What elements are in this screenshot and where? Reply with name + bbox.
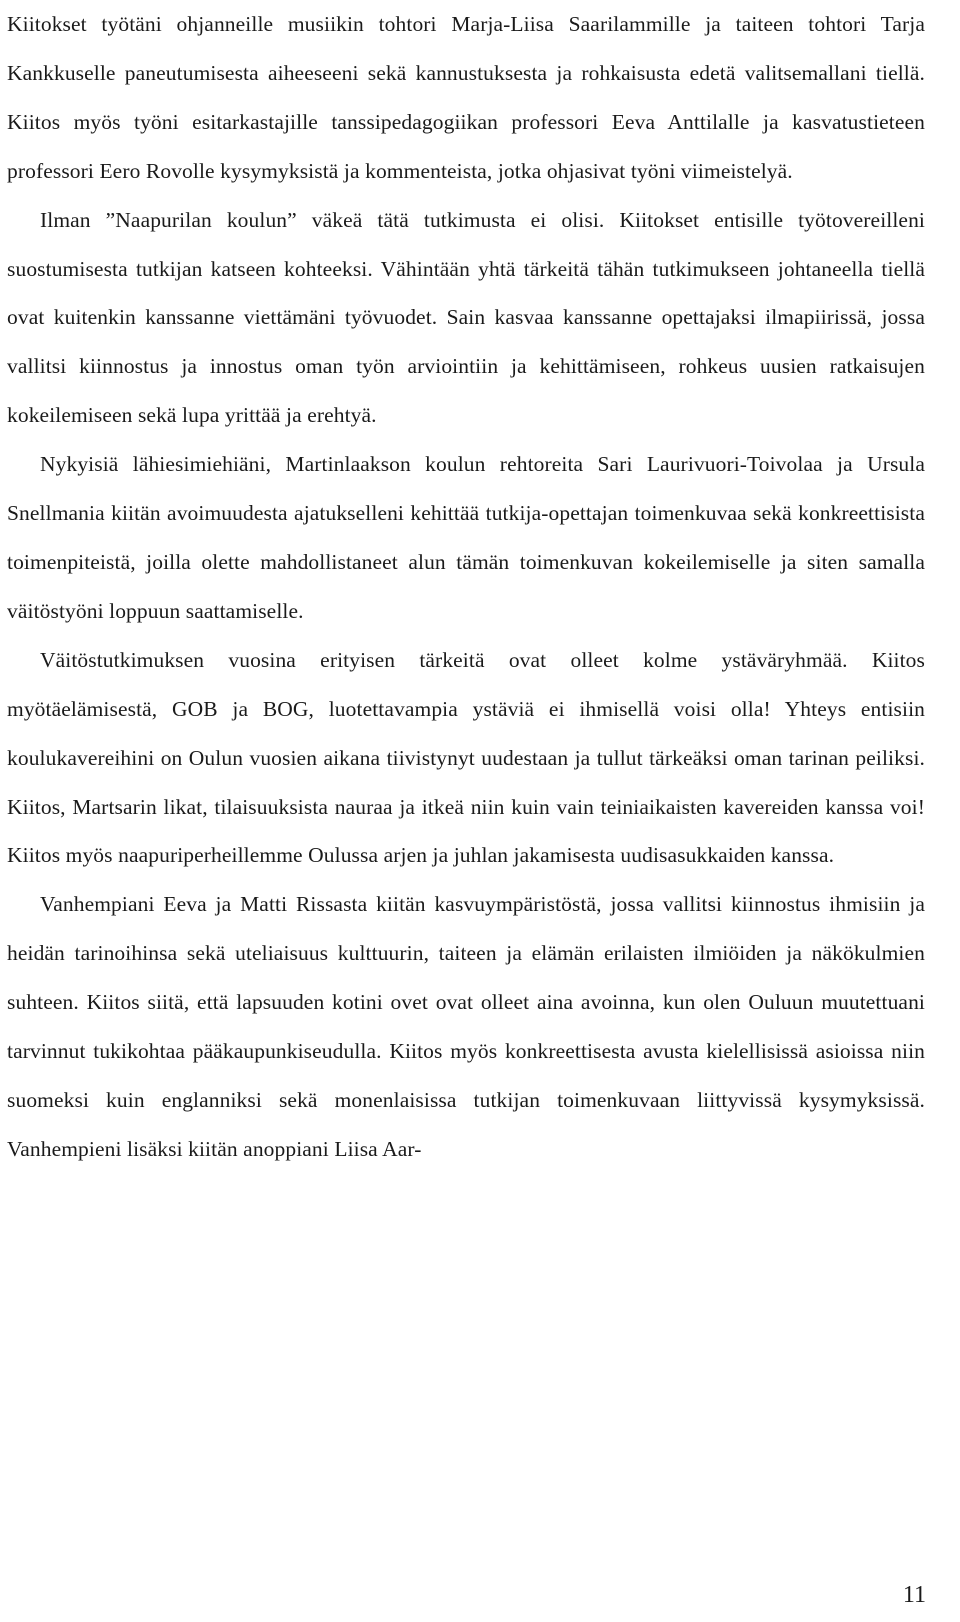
document-page: [7, 0, 925, 1174]
paragraph-school-colleagues: Ilman ”Naapurilan koulun” väkeä tätä tutkimusta ei olisi. Kiitokset entisille työtovereilleni suostumisesta tutkijan katseen kohteeksi. Vähintään yhtä tärkeitä tähän tutkimukseen johtaneella tiellä ovat kuitenkin kanssanne viettämäni työvuodet. Sain kasvaa kanssanne opettajaksi ilmapiirissä, jossa vallitsi kiinnostus ja innostus oman työn arviointiin ja kehittämiseen, rohkeus uusien ratkaisujen kokeilemiseen sekä lupa yrittää ja erehtyä.: [7, 207, 925, 428]
paragraph-supervisors: Kiitokset työtäni ohjanneille musiikin tohtori Marja-Liisa Saarilammille ja taiteen tohtori Tarja Kankkuselle paneutumisesta aiheeseeni sekä kannustuksesta ja rohkaisusta edetä valitsemallani tiellä. Kiitos myös työni esitarkastajille tanssipedagogiikan professori Eeva Anttilalle ja kasvatustieteen professori Eero Rovolle kysymyksistä ja kommenteista, jotka ohjasivat työni viimeistelyä.: [7, 12, 925, 183]
paragraph-friends: Väitöstutkimuksen vuosina erityisen tärkeitä ovat olleet kolme ystäväryhmää. Kiitos myötäelämisestä, GOB ja BOG, luotettavampia ystäviä ei ihmisellä voisi olla! Yhteys entisiin koulukavereihini on Oulun vuosien aikana tiivistynyt uudestaan ja tullut tärkeäksi oman tarinan peiliksi. Kiitos, Martsarin likat, tilaisuuksista nauraa ja itkeä niin kuin vain teiniaikaisten kavereiden kanssa voi! Kiitos myös naapuriperheillemme Oulussa arjen ja juhlan jakamisesta uudisasukkaiden kanssa.: [7, 647, 925, 868]
page-number: 11: [902, 1582, 926, 1608]
paragraph-parents: Vanhempiani Eeva ja Matti Rissasta kiitän kasvuympäristöstä, jossa vallitsi kiinnostus ihmisiin ja heidän tarinoihinsa sekä uteliaisuus kulttuurin, taiteen ja elämän erilaisten ilmiöiden ja näkökulmien suhteen. Kiitos siitä, että lapsuuden kotini ovet ovat olleet aina avoinna, kun olen Ouluun muutettuani tarvinnut tukikohtaa pääkaupunkiseudulla. Kiitos myös konkreettisesta avusta kielellisissä asioissa niin suomeksi kuin englanniksi sekä monenlaisissa tutkijan toimenkuvaan liittyvissä kysymyksissä. Vanhempieni lisäksi kiitän anoppiani Liisa Aar-: [7, 892, 925, 1161]
paragraph-principals: Nykyisiä lähiesimiehiäni, Martinlaakson koulun rehtoreita Sari Laurivuori-Toivolaa ja Ursula Snellmania kiitän avoimuudesta ajatukselleni kehittää tutkija-opettajan toimenkuvaa sekä konkreettisista toimenpiteistä, joilla olette mahdollistaneet alun tämän toimenkuvan kokeilemiselle ja siten samalla väitöstyöni loppuun saattamiselle.: [7, 452, 925, 623]
